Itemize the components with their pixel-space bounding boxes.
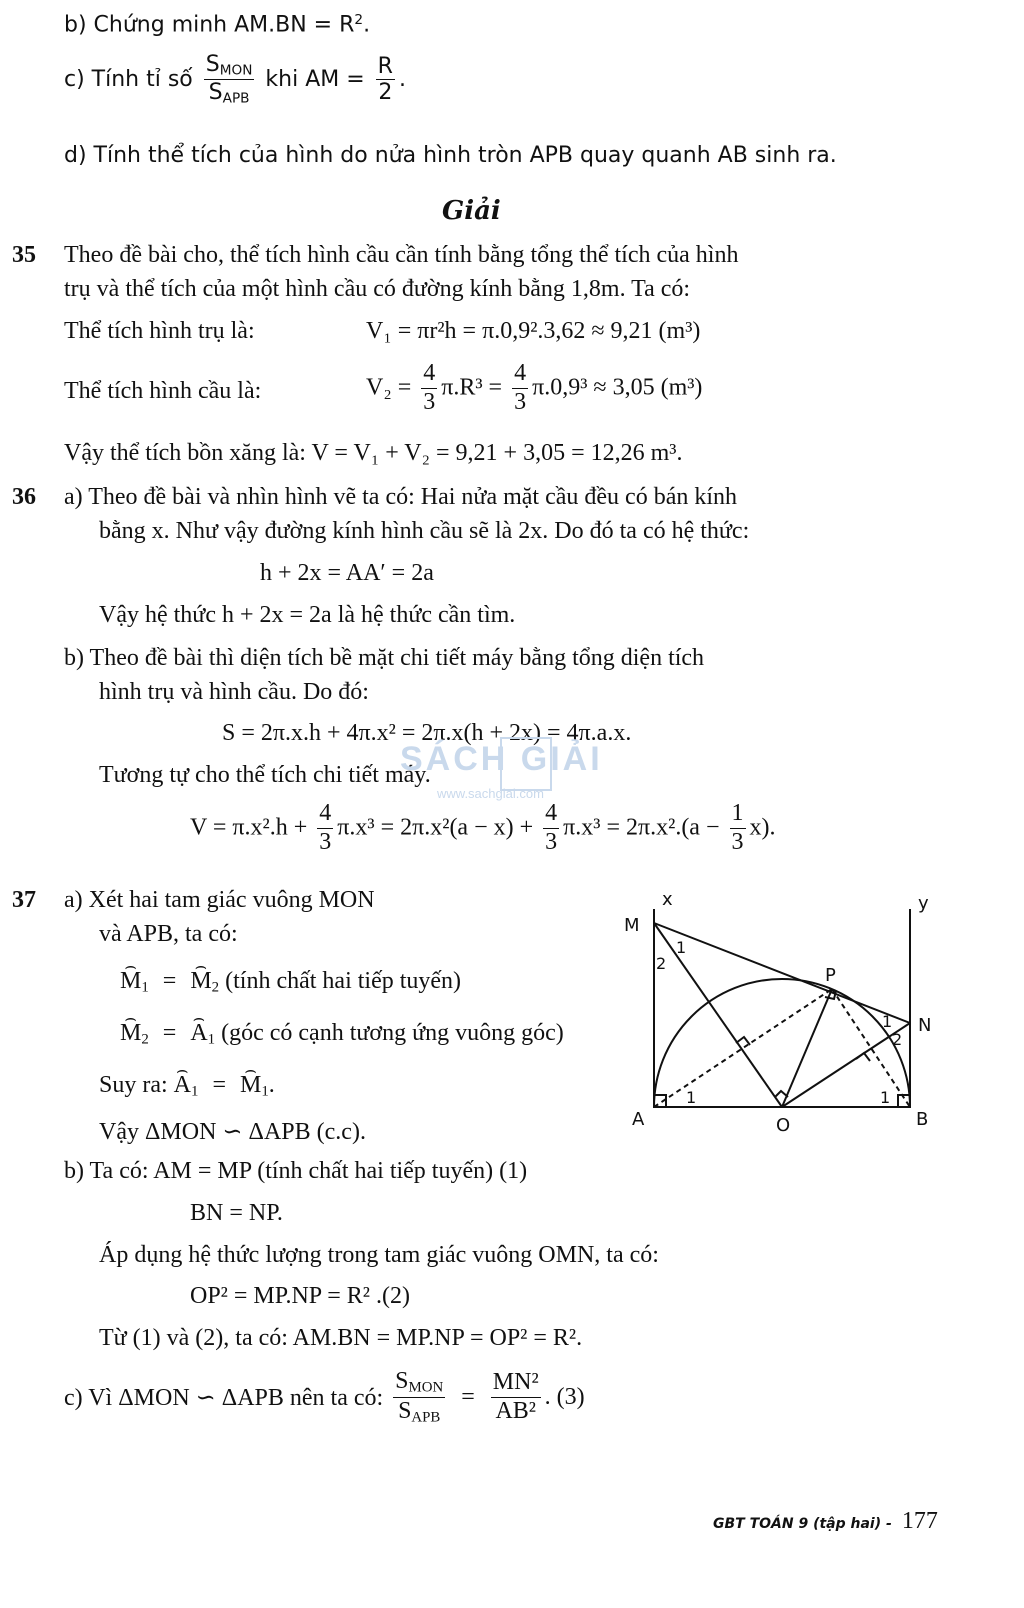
segment-ap	[654, 989, 832, 1107]
watermark: SÁCH GIẢI	[400, 740, 603, 778]
s35-line1: Theo đề bài cho, thể tích hình cầu cần tính bằng tổng thể tích của hình	[64, 242, 739, 268]
s36-a2: bằng x. Như vậy đường kính hình cầu sẽ là 2x. Do đó ta có hệ thức:	[99, 518, 750, 544]
problem-b: b) Chứng minh $AM.BN = R^2$.	[64, 12, 371, 38]
s37-b3: Áp dụng hệ thức lượng trong tam giác vuông OMN, ta có:	[99, 1242, 659, 1268]
s37-b4: OP² = MP.NP = R² .(2)	[190, 1283, 410, 1309]
label-b: B	[916, 1109, 929, 1130]
label-p: P	[825, 965, 836, 986]
s36-b4: Tương tự cho thể tích chi tiết máy.	[99, 762, 431, 788]
s35-cyl-label: Thể tích hình trụ là:	[64, 318, 255, 344]
s35-line2: trụ và thể tích của một hình cầu có đường kính bằng 1,8m. Ta có:	[64, 276, 691, 302]
watermark-url: www.sachgiai.com	[437, 786, 544, 801]
solution-heading: Giải	[442, 196, 501, 226]
angle-label-m1: 1	[676, 938, 687, 957]
label-x: x	[662, 889, 673, 910]
label-m: M	[624, 915, 640, 936]
r-half-fraction: $\frac{R}{2}$	[377, 53, 393, 106]
problem-d: d) Tính thể tích của hình do nửa hình tròn APB quay quanh AB sinh ra.	[64, 143, 837, 168]
label-o: O	[776, 1115, 791, 1135]
exercise-number-37: 37	[12, 887, 36, 913]
s36-a3: h + 2x = AA′ = 2a	[260, 560, 434, 586]
s35-sph-label: Thể tích hình cầu là:	[64, 378, 262, 404]
s35-total: Vậy thể tích bồn xăng là: V = V₁ + V₂ = 9,21 + 3,05 = 12,26 m³.	[64, 440, 683, 466]
s36-a4: Vậy hệ thức h + 2x = 2a là hệ thức cần tìm.	[99, 602, 516, 628]
angle-label-n2: 2	[892, 1030, 903, 1049]
right-angle-o	[775, 1091, 788, 1097]
s36-b3: S = 2π.x.h + 4π.x² = 2π.x(h + 2x) = 4π.a.x.	[222, 720, 632, 746]
s36-volume-formula: V = π.x².h + $\frac{4}{3}$ π.x³ = 2π.x²(a − x) + $\frac{4}{3}$ π.x³ = 2π.x².(a − $\frac{1}{3}$ x).	[190, 800, 776, 855]
angle-label-n1: 1	[882, 1012, 893, 1031]
angle-label-b1: 1	[880, 1088, 891, 1107]
s35-cyl-formula: V₁ = πr²h = π.0,9².3,62 ≈ 9,21 (m³)	[366, 318, 701, 344]
exercise-number-35: 35	[12, 242, 36, 268]
problem-c: c) Tính tỉ số $\frac{S_{MON}}{S_{APB}}$ khi AM = $\frac{R}{2}$ .	[64, 52, 406, 107]
s36-b2: hình trụ và hình cầu. Do đó:	[99, 679, 369, 705]
s37-b1: b) Ta có: AM = MP (tính chất hai tiếp tuyến) (1)	[64, 1158, 528, 1184]
book-title: GBT TOÁN 9 (tập hai) -	[713, 1516, 892, 1532]
page-number: 177	[901, 1508, 938, 1534]
s36-b1: b) Theo đề bài thì diện tích bề mặt chi tiết máy bằng tổng diện tích	[64, 645, 705, 671]
s37-a2: và APB, ta có:	[99, 921, 238, 947]
angle-label-m2: 2	[656, 954, 667, 973]
page-footer	[713, 1508, 938, 1535]
s37-b2: BN = NP.	[190, 1200, 283, 1226]
s36-a1: a) Theo đề bài và nhìn hình vẽ ta có: Hai nửa mặt cầu đều có bán kính	[64, 484, 738, 510]
s37-eq2: ⌢ $M_2$ = ⌢ $A_1$ (góc có cạnh tương ứng vuông góc)	[120, 1020, 564, 1049]
s37-eq1: ⌢ $M_1$ = ⌢ $M_2$ (tính chất hai tiếp tuyến)	[120, 968, 461, 997]
segment-on	[782, 1023, 910, 1107]
segment-om	[654, 923, 782, 1107]
s37-a1: a) Xét hai tam giác vuông MON	[64, 887, 375, 913]
exercise-number-36: 36	[12, 484, 36, 510]
label-y: y	[918, 893, 929, 914]
s37-c: c) Vì ΔMON ∽ ΔAPB nên ta có: $\frac{S_{MON}}{S_{APB}}$ = $\frac{\text{MN²}}{\text{AB²}}$ . (3)	[64, 1368, 585, 1426]
s37-suy-ra: Suy ra: ⌢ $A_1$ = ⌢ $M_1$.	[99, 1072, 275, 1101]
geometry-figure	[620, 885, 950, 1135]
s37-b5: Từ (1) và (2), ta có: AM.BN = MP.NP = OP² = R².	[99, 1325, 583, 1351]
ratio-fraction: $\frac{S_{MON}}{S_{APB}}$	[205, 52, 253, 107]
tangent-mn	[654, 923, 910, 1023]
label-n: N	[918, 1015, 932, 1036]
s37-similar: Vậy ΔMON ∽ ΔAPB (c.c).	[99, 1119, 366, 1145]
right-angle-on	[856, 1053, 870, 1061]
s35-sph-formula: V₂ = $\frac{4}{3}$ π.R³ = $\frac{4}{3}$ π.0,9³ ≈ 3,05 (m³)	[366, 360, 703, 415]
angle-label-a1: 1	[686, 1088, 697, 1107]
label-a: A	[632, 1109, 645, 1130]
